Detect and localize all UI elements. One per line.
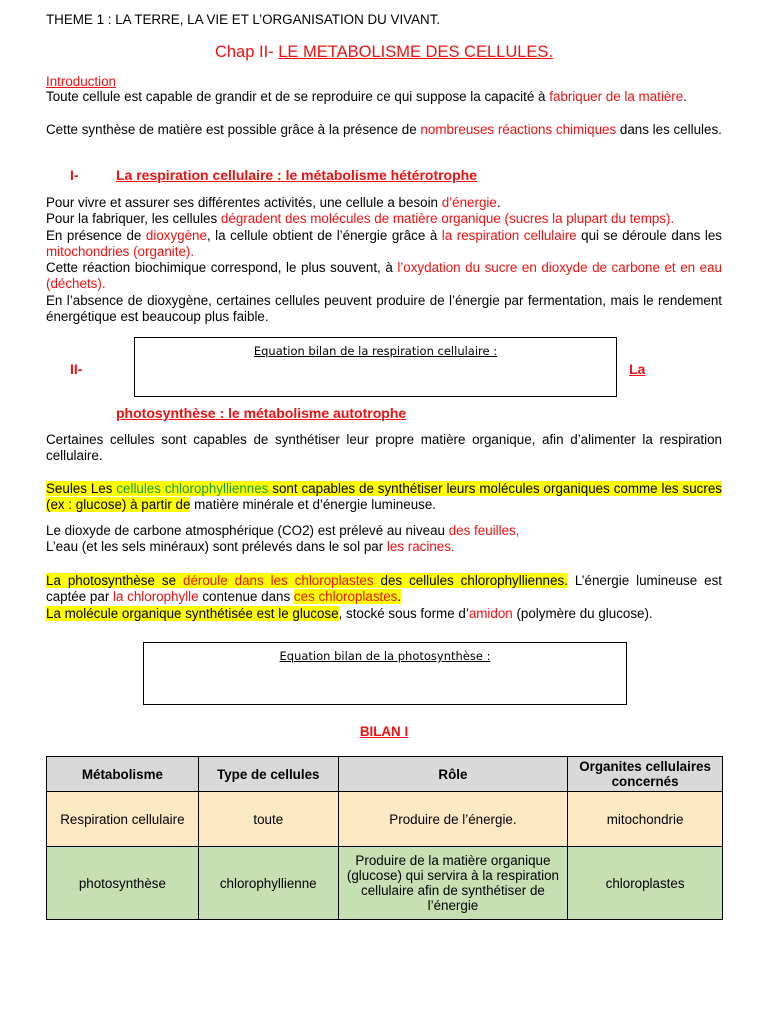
table-cell: mitochondrie xyxy=(568,792,723,847)
header-cell: Type de cellules xyxy=(198,757,338,792)
s1-line-5: En l’absence de dioxygène, certaines cellules peuvent produire de l’énergie par fermentation, mais le rendement énergétique est beaucoup plus faible. xyxy=(46,292,722,325)
intro-label: Introduction xyxy=(46,74,116,89)
bilan-table xyxy=(46,756,723,920)
theme-heading: THEME 1 : LA TERRE, LA VIE ET L’ORGANISATION DU VIVANT. xyxy=(46,12,441,27)
section-2-title: photosynthèse : le métabolisme autotrophe xyxy=(116,405,407,421)
respiration-equation-box xyxy=(134,337,617,397)
s1-line-4: Cette réaction biochimique correspond, le plus souvent, à l’oxydation du sucre en dioxyde de carbone et en eau (déchets). xyxy=(46,260,722,292)
section-2-paragraph-3: Le dioxyde de carbone atmosphérique (CO2) est prélevé au niveau des feuilles, L’eau (et les sels minéraux) sont prélevés dans le sol par les racines. xyxy=(46,523,520,555)
table-cell: Produire de la matière organique (glucose) qui servira à la respiration cellulaire afin de synthétiser de l’énergie xyxy=(338,847,567,920)
table-cell: photosynthèse xyxy=(47,847,199,920)
table-cell: Produire de l’énergie. xyxy=(338,792,567,847)
section-2-paragraph-4: La photosynthèse se déroule dans les chloroplastes des cellules chlorophylliennes. L’énergie lumineuse est captée par la chlorophylle contenue dans ces chloroplastes. La molécule organique synthétisée est le glucose, stocké sous forme d’amidon (polymère du glucose). xyxy=(46,573,722,621)
s1-line-3: En présence de dioxygène, la cellule obtient de l’énergie grâce à la respiration cellulaire qui se déroule dans les mitochondries (organite). xyxy=(46,227,722,259)
table-cell: Respiration cellulaire xyxy=(47,792,199,847)
header-cell: Organites cellulaires concernés xyxy=(568,757,723,792)
section-2-paragraph-1: Certaines cellules sont capables de synthétiser leur propre matière organique, afin d’alimenter la respiration cellulaire. xyxy=(46,432,722,464)
intro-paragraph-2: Cette synthèse de matière est possible grâce à la présence de nombreuses réactions chimiques dans les cellules. xyxy=(46,122,722,137)
document-page xyxy=(46,12,722,913)
header-cell: Métabolisme xyxy=(47,757,199,792)
section-2-number: II- xyxy=(70,361,83,377)
chapter-name: LE METABOLISME DES CELLULES. xyxy=(278,43,554,61)
chapter-title xyxy=(46,43,722,62)
table-cell: toute xyxy=(198,792,338,847)
intro-paragraph-1: Toute cellule est capable de grandir et de se reproduire ce qui suppose la capacité à fabriquer de la matière. xyxy=(46,89,687,104)
section-1-number: I- xyxy=(70,167,79,183)
section-1-text xyxy=(46,195,722,325)
section-2-paragraph-2: Seules Les cellules chlorophylliennes sont capables de synthétiser leurs molécules organiques comme les sucres (ex : glucose) à partir de matière minérale et d’énergie lumineuse. xyxy=(46,481,722,513)
photosynthesis-equation-box xyxy=(143,642,627,705)
bilan-title: BILAN I xyxy=(359,724,409,739)
section-2-title-start: La xyxy=(629,361,646,377)
photosynthesis-equation-caption: Equation bilan de la photosynthèse : xyxy=(279,649,491,663)
table-header-row xyxy=(47,757,723,792)
header-cell: Rôle xyxy=(338,757,567,792)
table-cell: chlorophyllienne xyxy=(198,847,338,920)
table-row xyxy=(47,847,723,920)
table-cell: chloroplastes xyxy=(568,847,723,920)
chapter-prefix: Chap II- xyxy=(214,43,279,61)
respiration-equation-caption: Equation bilan de la respiration cellulaire : xyxy=(253,344,498,358)
s1-line-1: Pour vivre et assurer ses différentes activités, une cellule a besoin d’énergie. xyxy=(46,195,501,210)
s1-line-2: Pour la fabriquer, les cellules dégradent des molécules de matière organique (sucres la plupart du temps). xyxy=(46,211,675,227)
table-row xyxy=(47,792,723,847)
section-1-title: La respiration cellulaire : le métabolisme hétérotrophe xyxy=(116,167,477,183)
